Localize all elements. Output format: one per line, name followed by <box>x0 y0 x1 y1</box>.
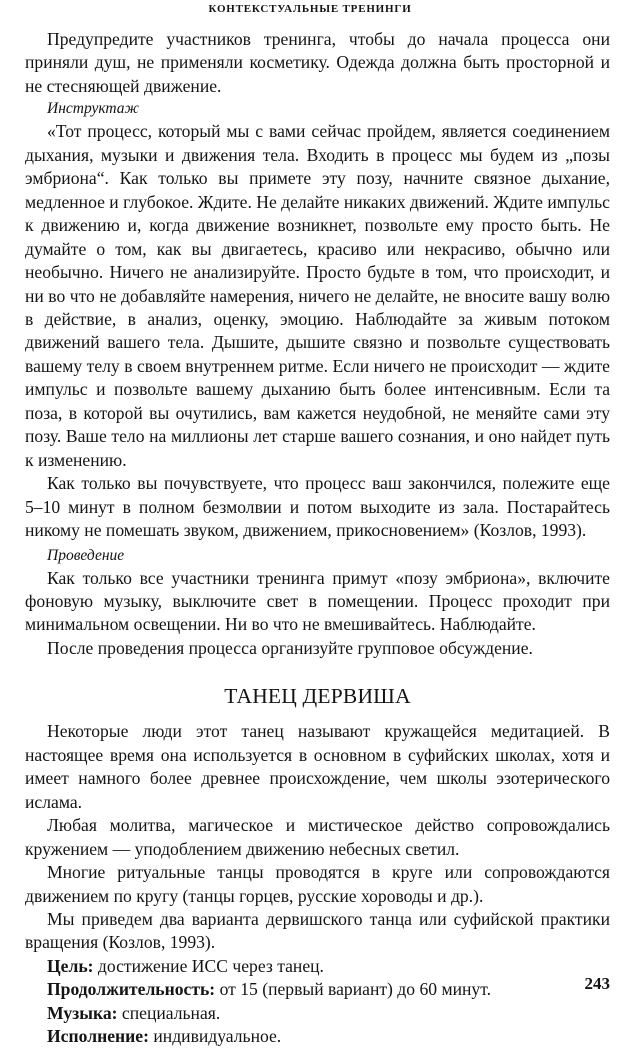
conduct-paragraph: После проведения процесса организуйте групповое обсуждение. <box>47 637 533 658</box>
section-paragraph: Многие ритуальные танцы проводятся в круге или сопровождаются движением по кругу (танцы горцев, русские хороводы и др.). <box>25 862 610 906</box>
field-performance-label: Исполнение: <box>47 1026 149 1047</box>
instruction-paragraph: Как только вы почувствуете, что процесс ваш закончился, полежите еще 5–10 минут в полном безмолвии и потом выходите из зала. Постарайтесь никому не помешать звуком, движением, прикосновением» (Козлов, 1993). <box>25 473 610 541</box>
field-goal-label: Цель: <box>47 955 94 976</box>
instruction-paragraph: «Тот процесс, который мы с вами сейчас пройдем, является соединением дыхания, музыки и движения тела. Входить в процесс мы будем из „позы эмбриона“. Как только вы примете эту позу, начните связное дыхание, медленное и глубокое. Ждите. Не делайте никаких движений. Ждите импульс к движению и, когда движение возникнет, позвольте ему просто быть. Не думайте о том, как вы двигаетесь, красиво или некрасиво, обычно или необычно. Ничего не анализируйте. Просто будьте в том, что происходит, и ни во что не добавляйте намерения, ничего не делайте, не вносите вашу волю в действие, в анализ, оценку, эмоцию. Наблюдайте за живым потоком движений вашего тела. Дышите, дышите связно и позвольте существовать вашему телу в своем внутреннем ритме. Если ничего не происходит — ждите импульс и позвольте вашему дыханию быть более интенсивным. Если та поза, в которой вы очутились, вам кажется неудобной, не меняйте сами эту позу. Ваше тело на миллионы лет старше вашего сознания, и оно найдет путь к изменению. <box>25 121 610 470</box>
field-performance <box>25 1025 610 1048</box>
field-duration-value: от 15 (первый вариант) до 60 минут. <box>215 979 491 1000</box>
conduct-paragraph: Как только все участники тренинга примут «позу эмбриона», включите фоновую музыку, выключите свет в помещении. Процесс проходит при минимальном освещении. Ни во что не вмешивайтесь. Наблюдайте. <box>25 567 610 635</box>
section-paragraph: Мы приведем два варианта дервишского танца или суфийской практики вращения (Козлов, 1993). <box>25 908 610 953</box>
page-body <box>25 28 610 1049</box>
field-goal-value: достижение ИСС через танец. <box>93 955 324 976</box>
field-goal <box>25 955 610 978</box>
field-duration-label: Продолжительность: <box>47 979 216 1000</box>
field-performance-value: индивидуальное. <box>148 1026 282 1047</box>
running-header: КОНТЕКСТУАЛЬНЫЕ ТРЕНИНГИ <box>208 3 412 15</box>
section-paragraph: Некоторые люди этот танец называют кружащейся медитацией. В настоящее время она используется в основном в суфийских школах, хотя и имеет намного более древнее происхождение, чем школы эзотерического ислама. <box>25 721 610 812</box>
conduct-subheading: Проведение <box>47 546 125 564</box>
section-paragraph: Любая молитва, магическое и мистическое действо сопровождались кружением — уподоблением движению небесных светил. <box>25 815 610 859</box>
page-number: 243 <box>584 974 610 993</box>
field-music <box>25 1002 610 1025</box>
field-music-label: Музыка: <box>47 1002 118 1023</box>
field-duration <box>25 978 610 1001</box>
field-music-value: специальная. <box>117 1002 221 1023</box>
instruction-subheading: Инструктаж <box>47 100 139 118</box>
section-title: ТАНЕЦ ДЕРВИША <box>224 684 411 709</box>
intro-paragraph: Предупредите участников тренинга, чтобы до начала процесса они приняли душ, не применяли косметику. Одежда должна быть просторной и не стесняющей движение. <box>25 29 610 96</box>
